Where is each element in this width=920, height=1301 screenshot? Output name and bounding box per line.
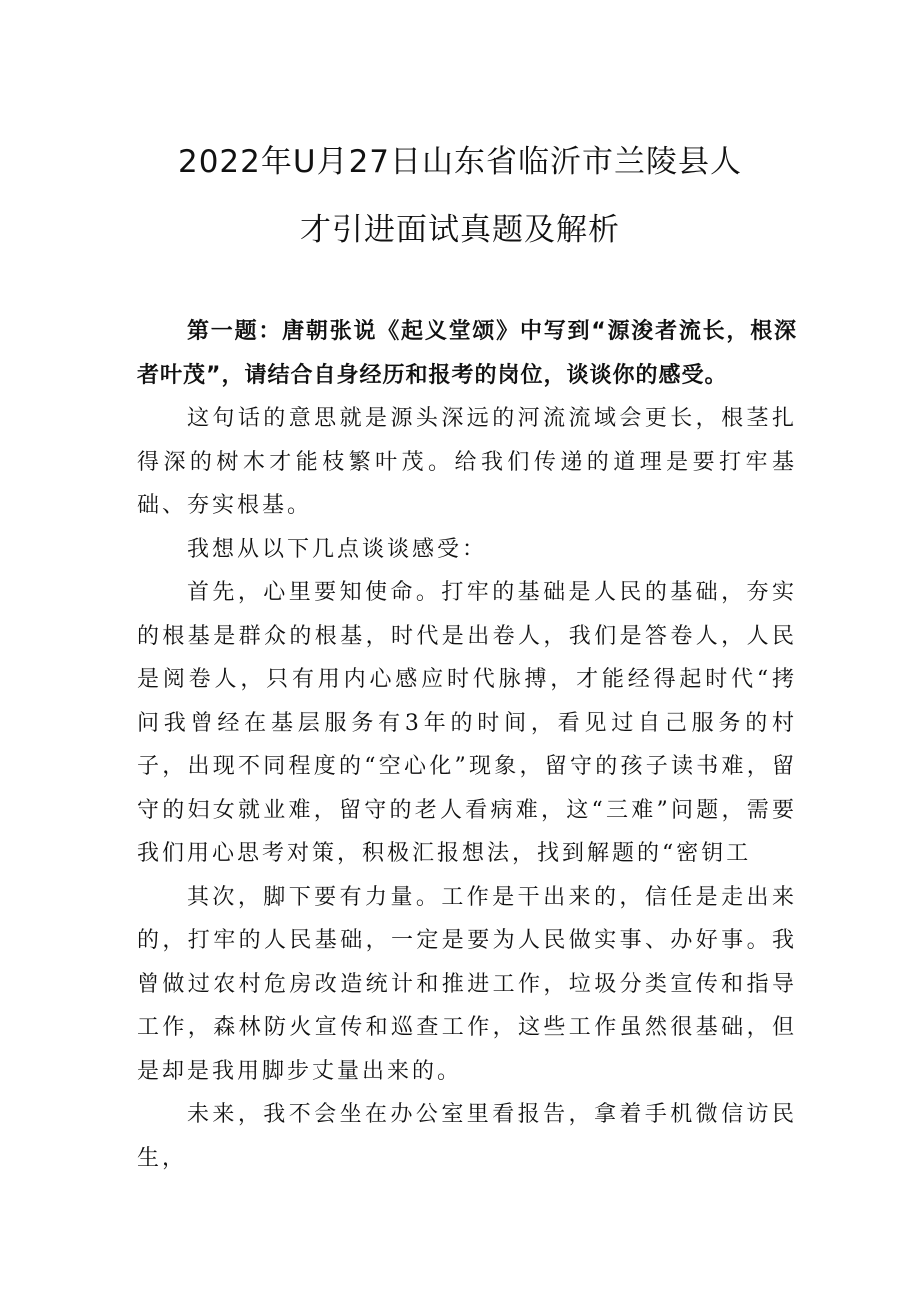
paragraph-meaning: 这句话的意思就是源头深远的河流流域会更长，根茎扎得深的树木才能枝繁叶茂。给我们传递的道理是要打牢基础、夯实根基。 xyxy=(137,406,797,518)
paragraph-intro: 我想从以下几点谈谈感受： xyxy=(187,536,488,562)
document-title-line-1: 2022年U月27日山东省临沂市兰陵县人 xyxy=(177,144,743,180)
document-title-line-2: 才引进面试真题及解析 xyxy=(300,212,620,248)
paragraph-second-point: 其次，脚下要有力量。工作是干出来的，信任是走出来的，打牢的人民基础，一定是要为人民做实事、办好事。我曾做过农村危房改造统计和推进工作，垃圾分类宣传和指导工作，森林防火宣传和巡查工作，这些工作虽然很基础，但是却是我用脚步丈量出来的。 xyxy=(137,884,797,1084)
document-body xyxy=(137,310,797,1180)
paragraph-future: 未来，我不会坐在办公室里看报告，拿着手机微信访民生， xyxy=(137,1102,797,1171)
question-1: 第一题：唐朝张说《起义堂颂》中写到“源浚者流长，根深者叶茂”，请结合自身经历和报考的岗位，谈谈你的感受。 xyxy=(137,319,797,388)
paragraph-first-point: 首先，心里要知使命。打牢的基础是人民的基础，夯实的根基是群众的根基，时代是出卷人，我们是答卷人，人民是阅卷人，只有用内心感应时代脉搏，才能经得起时代“拷问我曾经在基层服务有3年的时间，看见过自己服务的村子，出现不同程度的“空心化”现象，留守的孩子读书难，留守的妇女就业难，留守的老人看病难，这“三难”问题，需要我们用心思考对策，积极汇报想法，找到解题的“密钥工 xyxy=(137,580,797,866)
